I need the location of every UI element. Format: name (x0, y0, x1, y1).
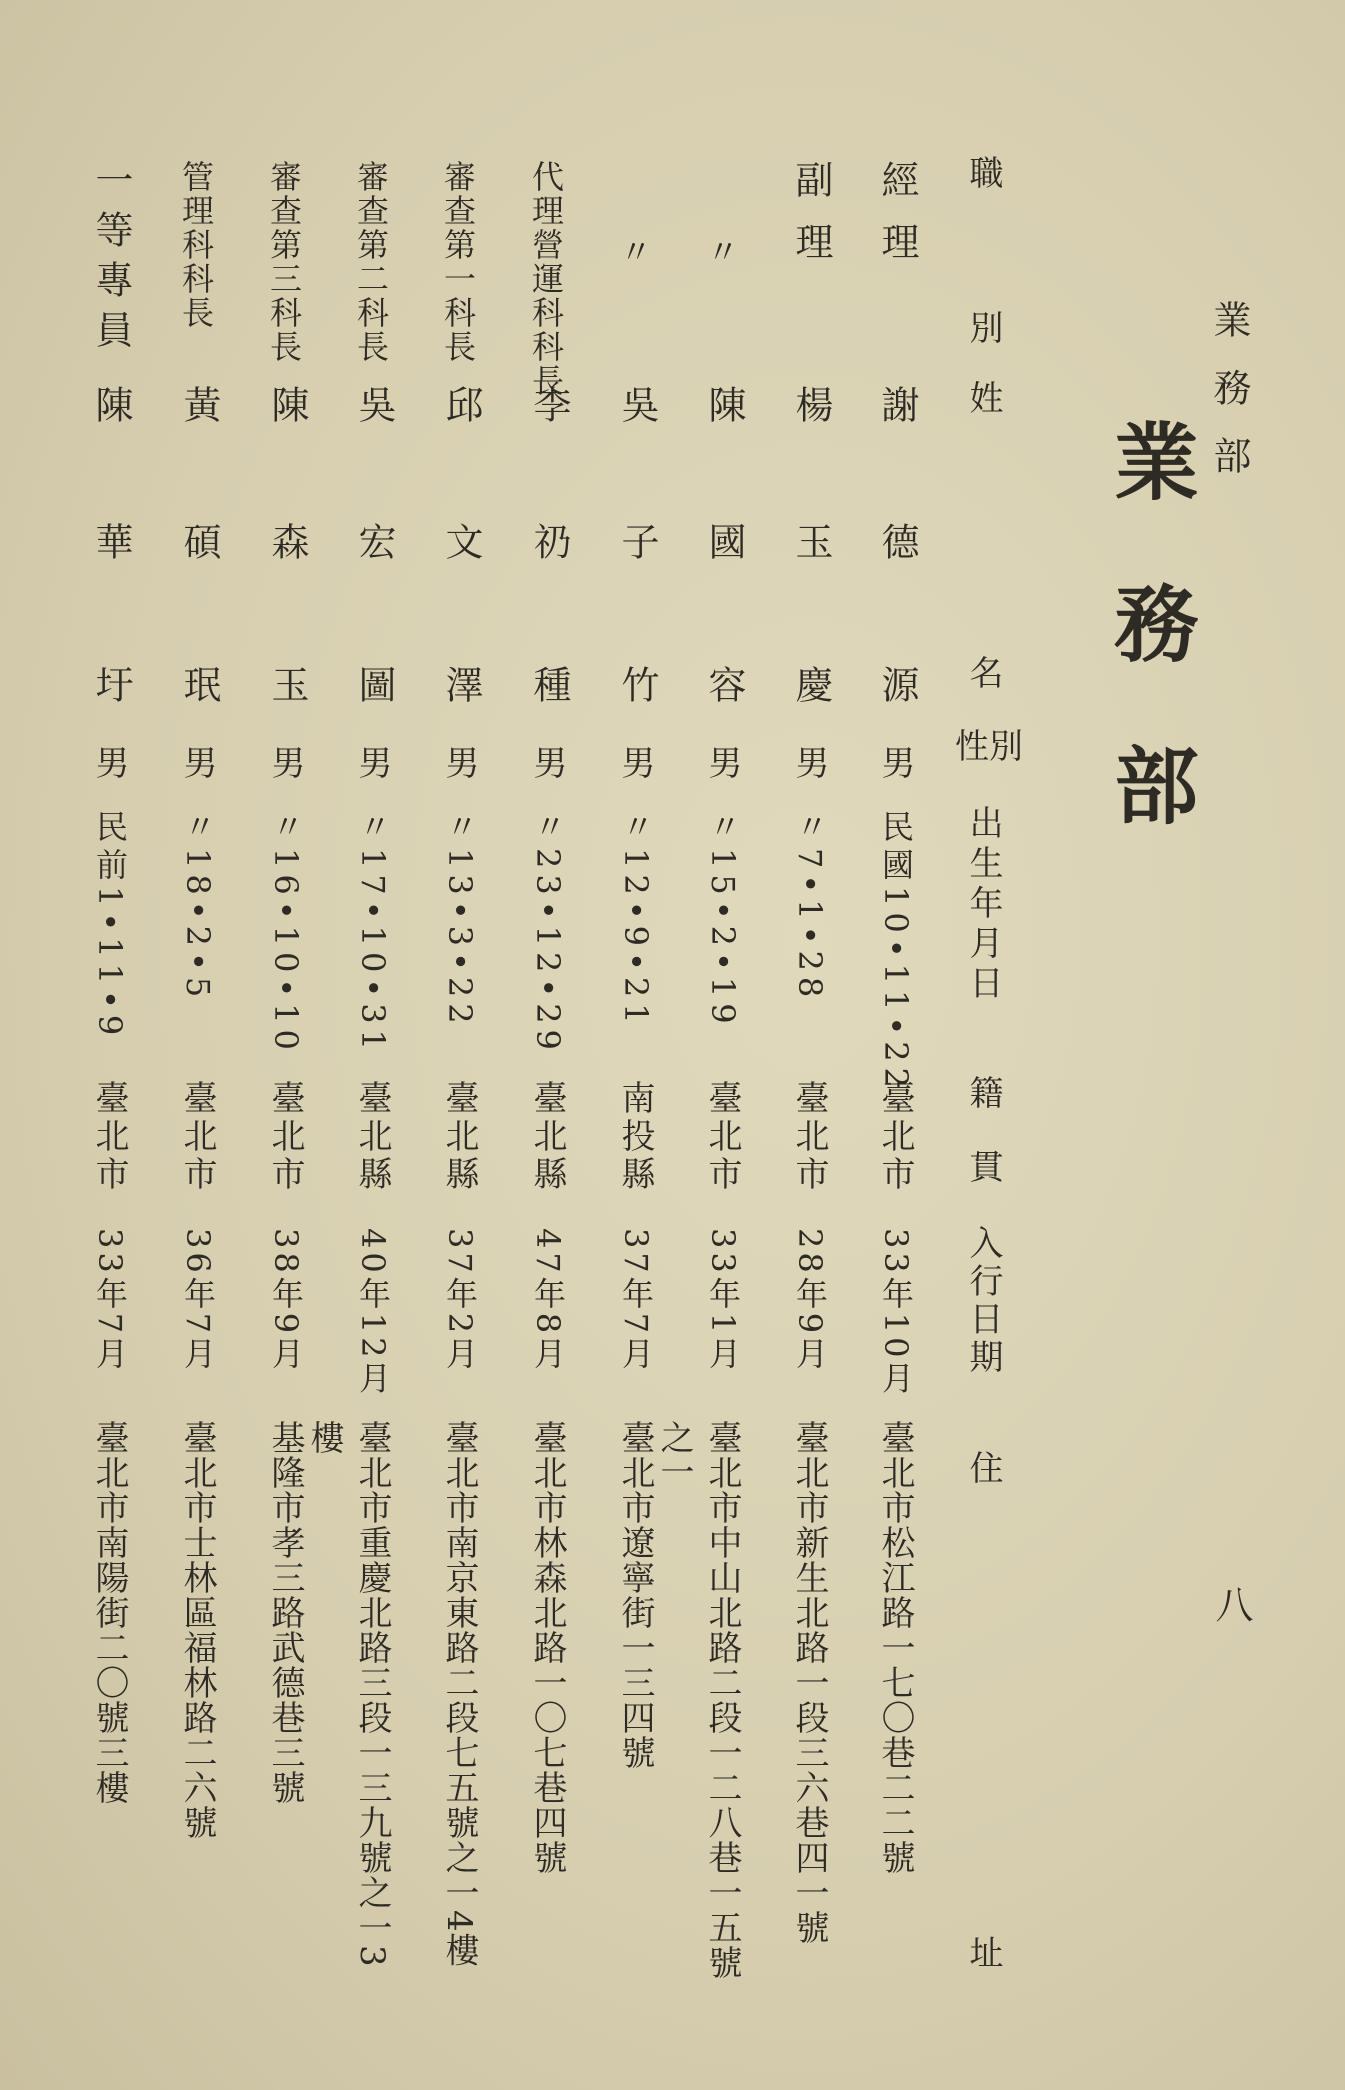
surname: 楊 (789, 385, 833, 423)
running-head: 業務部 (1207, 300, 1251, 504)
native-place: 臺北市 (177, 1080, 217, 1194)
join-date: 33年7月 (91, 1228, 129, 1374)
address: 臺北市南陽街二〇號三樓 (89, 1420, 129, 1805)
header-surname: 姓 (963, 380, 1003, 414)
address: 臺北市林森北路一〇七巷四號 (527, 1420, 567, 1875)
given-name-first: 宏 (352, 522, 396, 560)
birth-date: 〃7•1•28 (791, 810, 829, 1004)
job-title: 代理營運科科長 (527, 160, 565, 398)
given-name-second: 慶 (789, 665, 833, 703)
surname: 陳 (702, 385, 746, 423)
gender: 男 (89, 745, 129, 779)
job-title: 〃 (702, 235, 740, 267)
join-date: 36年7月 (179, 1228, 217, 1374)
join-date: 37年7月 (617, 1228, 655, 1374)
given-name-first: 華 (89, 522, 133, 560)
job-title: 審查第一科長 (439, 160, 477, 364)
birth-date: 民前1•11•9 (91, 810, 129, 1042)
header-gender: 性別 (955, 727, 1023, 767)
gender: 男 (352, 745, 392, 779)
given-name-second: 澤 (439, 665, 483, 703)
given-name-second: 源 (875, 665, 919, 703)
job-title: 審查第三科長 (265, 160, 303, 364)
job-title: 管理科科長 (177, 160, 215, 330)
join-date: 40年12月 (354, 1228, 392, 1398)
header-join-date: 入行日期 (963, 1225, 1003, 1377)
given-name-first: 玉 (789, 522, 833, 560)
surname: 陳 (265, 385, 309, 423)
surname: 黃 (177, 385, 221, 423)
header-address-top: 住 (963, 1450, 1003, 1484)
gender: 男 (702, 745, 742, 779)
birth-date: 民國10•11•22 (877, 810, 915, 1094)
join-date: 28年9月 (791, 1228, 829, 1374)
surname: 謝 (875, 385, 919, 423)
native-place: 臺北縣 (352, 1080, 392, 1194)
birth-date: 〃18•2•5 (179, 810, 217, 1004)
gender: 男 (527, 745, 567, 779)
address-continuation: 樓 (304, 1420, 344, 1454)
given-name-second: 珉 (177, 665, 221, 703)
header-birth-date: 出生年月日 (963, 805, 1003, 1005)
given-name-second: 容 (702, 665, 746, 703)
given-name-first: 國 (702, 522, 746, 560)
native-place: 臺北市 (875, 1080, 915, 1194)
section-title: 業務部 (1101, 418, 1200, 904)
surname: 李 (527, 385, 571, 423)
given-name-first: 子 (615, 522, 659, 560)
job-title: 副理 (789, 160, 833, 284)
given-name-second: 圖 (352, 665, 396, 703)
gender: 男 (789, 745, 829, 779)
native-place: 臺北市 (265, 1080, 305, 1194)
birth-date: 〃12•9•21 (617, 810, 655, 1030)
address: 臺北市遼寧街一三四號 (615, 1420, 655, 1770)
birth-date: 〃17•10•31 (354, 810, 392, 1056)
gender: 男 (265, 745, 305, 779)
native-place: 臺北市 (89, 1080, 129, 1194)
join-date: 33年10月 (877, 1228, 915, 1398)
join-date: 47年8月 (529, 1228, 567, 1374)
gender: 男 (177, 745, 217, 779)
native-place: 臺北縣 (439, 1080, 479, 1194)
birth-date: 〃16•10•10 (267, 810, 305, 1056)
native-place: 南投縣 (615, 1080, 655, 1194)
address: 臺北市南京東路二段七五號之一4樓 (439, 1420, 479, 1968)
given-name-first: 文 (439, 522, 483, 560)
header-title-bottom: 別 (963, 310, 1003, 344)
job-title: 〃 (615, 235, 653, 267)
address: 基隆市孝三路武德巷三號 (265, 1420, 305, 1805)
address: 臺北市重慶北路三段一三九號之一3 (352, 1420, 392, 1968)
given-name-second: 種 (527, 665, 571, 703)
surname: 陳 (89, 385, 133, 423)
native-place: 臺北市 (702, 1080, 742, 1194)
join-date: 38年9月 (267, 1228, 305, 1374)
surname: 吳 (615, 385, 659, 423)
surname: 吳 (352, 385, 396, 423)
gender: 男 (615, 745, 655, 779)
gender: 男 (875, 745, 915, 779)
join-date: 33年1月 (704, 1228, 742, 1374)
native-place: 臺北縣 (527, 1080, 567, 1194)
address: 臺北市松江路一七〇巷二二號 (875, 1420, 915, 1875)
native-place: 臺北市 (789, 1080, 829, 1194)
gender: 男 (439, 745, 479, 779)
join-date: 37年2月 (441, 1228, 479, 1374)
given-name-second: 圩 (89, 665, 133, 703)
header-title-top: 職 (963, 155, 1003, 189)
given-name-first: 森 (265, 522, 309, 560)
surname: 邱 (439, 385, 483, 423)
page-number: 八 (1209, 1585, 1253, 1623)
job-title: 一等專員 (89, 160, 133, 360)
birth-date: 〃15•2•19 (704, 810, 742, 1030)
job-title: 審查第二科長 (352, 160, 390, 364)
given-name-first: 德 (875, 522, 919, 560)
address: 臺北市士林區福林路二六號 (177, 1420, 217, 1840)
birth-date: 〃23•12•29 (529, 810, 567, 1056)
given-name-first: 碩 (177, 522, 221, 560)
header-address-bottom: 址 (963, 1935, 1003, 1969)
address: 臺北市新生北路一段三六巷四一號 (789, 1420, 829, 1945)
given-name-second: 玉 (265, 665, 309, 703)
header-given-name: 名 (963, 655, 1003, 689)
birth-date: 〃13•3•22 (441, 810, 479, 1030)
job-title: 經理 (875, 160, 919, 284)
address-continuation: 之一 (654, 1420, 694, 1488)
header-native-place: 籍貫 (963, 1075, 1003, 1223)
given-name-first: 礽 (527, 522, 571, 560)
given-name-second: 竹 (615, 665, 659, 703)
address: 臺北市中山北路二段一二八巷一五號 (702, 1420, 742, 1980)
